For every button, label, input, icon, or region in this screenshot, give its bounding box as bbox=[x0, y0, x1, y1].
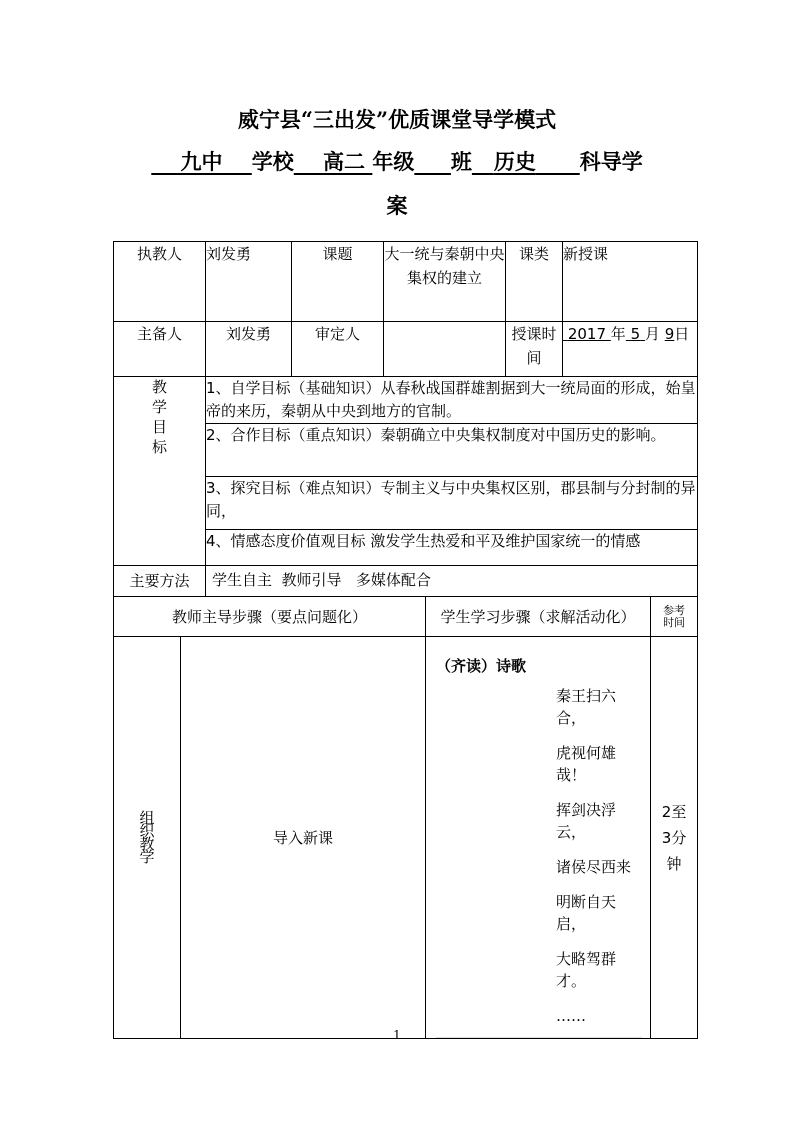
lesson-plan-table bbox=[113, 241, 698, 1039]
date-year: 2017 bbox=[567, 325, 607, 343]
poem-line: 虎视何雄哉！ bbox=[556, 744, 617, 784]
goal-item-4: 4、情感态度价值观目标 激发学生热爱和平及维护国家统一的情感 bbox=[206, 530, 698, 566]
poem-line: 诸侯尽西来 bbox=[556, 858, 632, 876]
page-number: 1 bbox=[393, 1028, 401, 1042]
teacher-step: 导入新课 bbox=[181, 637, 426, 1039]
methods-value: 学生自主 教师引导 多媒体配合 bbox=[206, 566, 698, 597]
goal-item-2: 2、合作目标（重点知识）秦朝确立中央集权制度对中国历史的影响。 bbox=[206, 424, 698, 477]
grade-name: 高二 bbox=[323, 149, 366, 174]
student-steps-header: 学生学习步骤（求解活动化） bbox=[426, 597, 651, 637]
subject-suffix: 科导学 bbox=[579, 149, 643, 174]
date-day: 9 bbox=[664, 325, 675, 343]
date-label: 授课时间 bbox=[506, 322, 563, 377]
time-header: 参考时间 bbox=[651, 597, 698, 637]
class-suffix: 班 bbox=[450, 149, 472, 174]
teacher-value: 刘发勇 bbox=[206, 242, 292, 322]
topic-value: 大一统与秦朝中央集权的建立 bbox=[384, 242, 506, 322]
goal-item-1: 1、自学目标（基础知识）从春秋战国群雄割据到大一统局面的形成，始皇帝的来历，秦朝从中央到地方的官制。 bbox=[206, 377, 698, 424]
school-suffix: 学校 bbox=[251, 149, 294, 174]
student-step bbox=[426, 637, 651, 1039]
goal-item-3: 3、探究目标（难点知识）专制主义与中央集权区别，郡县制与分封制的异同， bbox=[206, 477, 698, 530]
document-title: 威宁县“三出发”优质课堂导学模式 bbox=[237, 107, 557, 132]
topic-label: 课题 bbox=[292, 242, 384, 322]
reviewer-label: 审定人 bbox=[292, 322, 384, 377]
goals-label: 教学目标 bbox=[114, 377, 206, 566]
preparer-value: 刘发勇 bbox=[206, 322, 292, 377]
date-day-suffix: 日 bbox=[674, 325, 690, 343]
type-label: 课类 bbox=[506, 242, 563, 322]
poem-line: 秦王扫六合， bbox=[556, 687, 617, 727]
date-month-suffix: 月 bbox=[644, 325, 660, 343]
subject-name: 历史 bbox=[493, 149, 536, 174]
document-subtitle bbox=[0, 146, 794, 176]
reviewer-value bbox=[384, 322, 506, 377]
grade-suffix: 年级 bbox=[372, 149, 415, 174]
poem-line: 挥剑决浮云， bbox=[556, 801, 617, 841]
poem-ellipsis: …… bbox=[556, 1007, 587, 1025]
time-value: 2至3分钟 bbox=[651, 637, 698, 1039]
preparer-label: 主备人 bbox=[114, 322, 206, 377]
date-month: 5 bbox=[630, 325, 641, 343]
student-step-title: （齐读）诗歌 bbox=[436, 657, 527, 675]
date-value bbox=[563, 322, 698, 377]
type-value: 新授课 bbox=[563, 242, 698, 322]
phase-label: 组织教学 bbox=[114, 637, 181, 1039]
teacher-label: 执教人 bbox=[114, 242, 206, 322]
school-name: 九中 bbox=[180, 149, 223, 174]
date-year-suffix: 年 bbox=[610, 325, 626, 343]
methods-label: 主要方法 bbox=[114, 566, 206, 597]
teacher-steps-header: 教师主导步骤（要点问题化） bbox=[114, 597, 426, 637]
document-subtitle-end: 案 bbox=[386, 193, 408, 218]
poem-line: 大略驾群才。 bbox=[556, 950, 617, 990]
poem-line: 明断自天启， bbox=[556, 893, 617, 933]
